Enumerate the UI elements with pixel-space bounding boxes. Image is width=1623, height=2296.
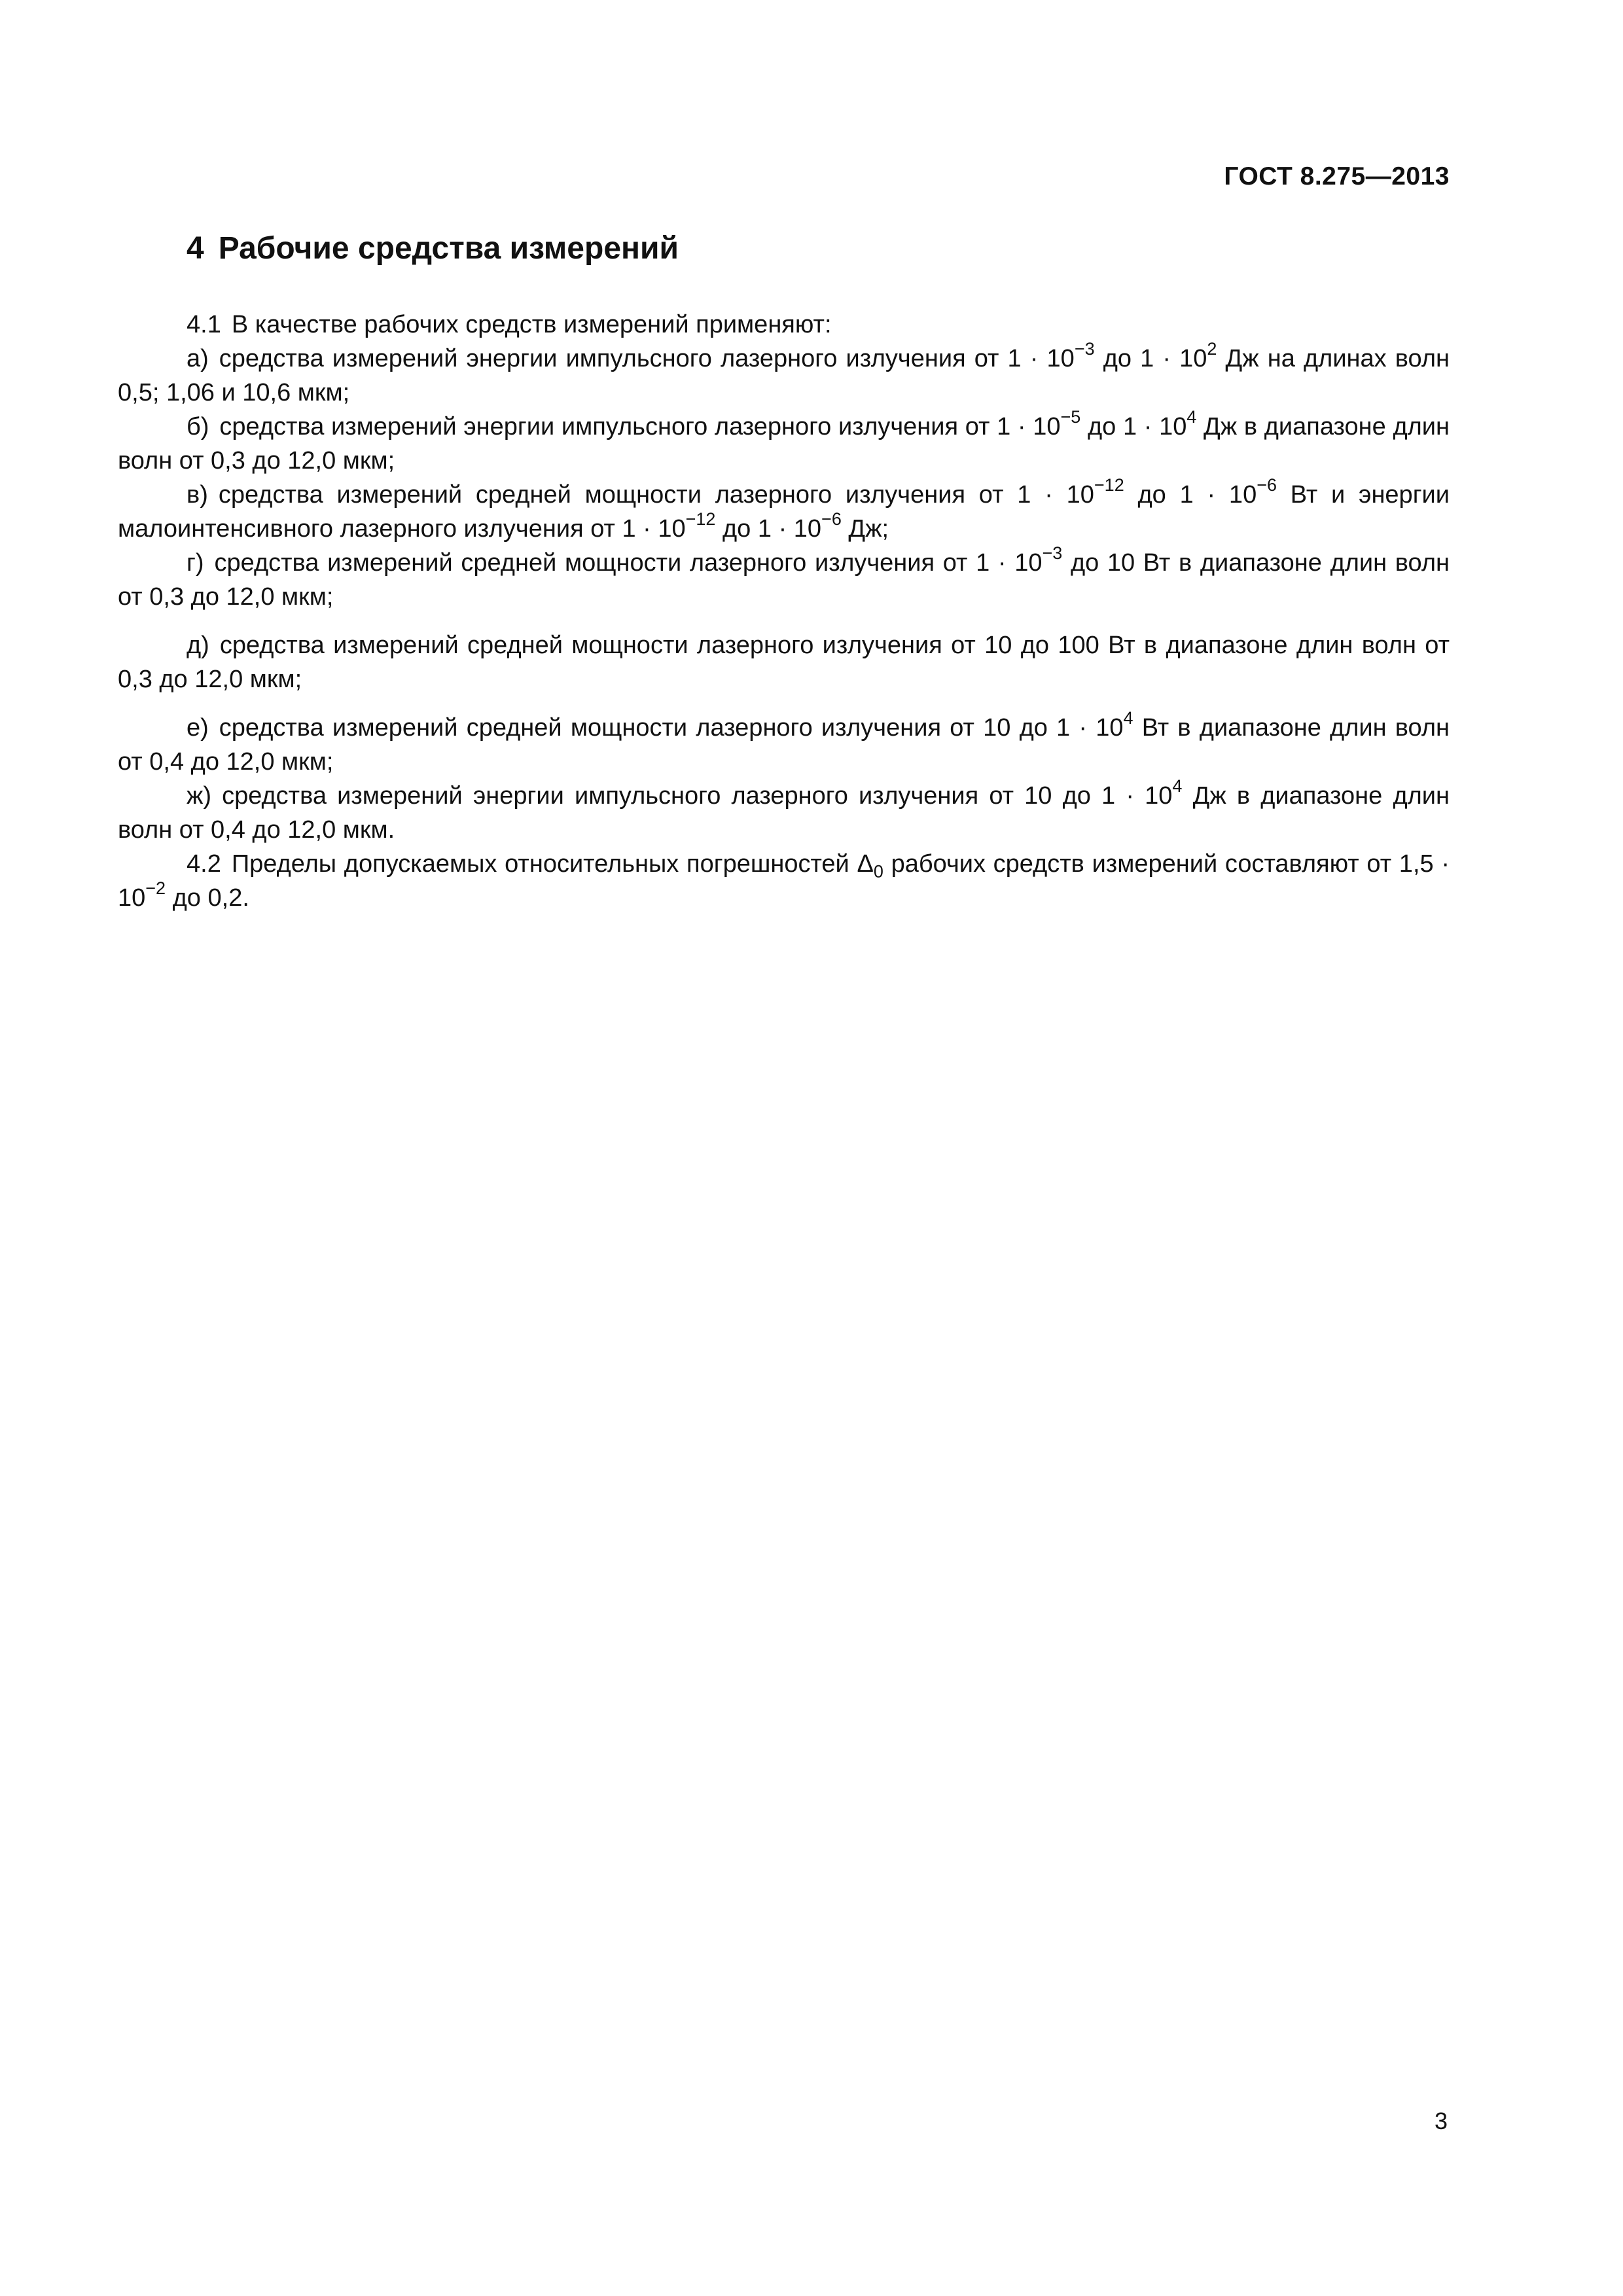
exponent: −2 [145, 878, 166, 899]
section-heading [187, 230, 679, 266]
text-run: средства измерений средней мощности лазерного излучения от 1 · 10 [214, 549, 1043, 577]
exponent: 2 [1207, 339, 1217, 359]
text-run: до 1 · 10 [1080, 413, 1187, 440]
paragraph-label: 4.2 [187, 850, 221, 878]
text-run: Вт в диапазоне длин волн от 0,4 до 12,0 мкм; [118, 714, 1450, 776]
exponent: 4 [1172, 776, 1183, 797]
text-run: средства измерений средней мощности лазерного излучения от 10 до 1 · 10 [219, 714, 1124, 742]
paragraph-label: в) [187, 481, 208, 509]
section-title-text: Рабочие средства измерений [218, 231, 679, 266]
exponent: −6 [821, 509, 842, 529]
text-run: В качестве рабочих средств измерений применяют: [231, 311, 832, 338]
exponent: −6 [1257, 475, 1277, 495]
section-body [118, 308, 1450, 915]
text-run: до 10 Вт в диапазоне длин волн от 0,3 до 12,0 мкм; [118, 549, 1450, 611]
text-run: до 0,2. [166, 884, 249, 912]
subscript: 0 [873, 861, 883, 882]
text-run: средства измерений энергии импульсного лазерного излучения от 1 · 10 [219, 413, 1061, 440]
page-number: 3 [1434, 2108, 1448, 2134]
exponent: −3 [1074, 339, 1095, 359]
text-run: до 1 · 10 [1124, 481, 1257, 509]
paragraph-label: е) [187, 714, 209, 742]
text-run: Вт и энергии малоинтенсивного лазерного излучения от 1 · 10 [118, 481, 1450, 543]
text-run: рабочих средств измерений составляют от 1,5 · 10 [118, 850, 1450, 912]
paragraph-4 [118, 543, 1450, 614]
exponent: 4 [1123, 708, 1133, 728]
paragraph-0 [118, 308, 1450, 342]
text-run: средства измерений средней мощности лазерного излучения от 1 · 10 [218, 481, 1094, 509]
paragraph-label: 4.1 [187, 311, 221, 338]
paragraph-label: д) [187, 632, 209, 659]
text-run: Дж в диапазоне длин волн от 0,4 до 12,0 мкм. [118, 782, 1450, 844]
text-run: Пределы допускаемых относительных погрешностей Δ [231, 850, 874, 878]
exponent: −12 [1094, 475, 1124, 495]
text-run: средства измерений средней мощности лазерного излучения от 10 до 100 Вт в диапазоне длин волн от 0,3 до 12,0 мкм; [118, 632, 1450, 693]
paragraph-label: г) [187, 549, 204, 577]
paragraph-5 [118, 628, 1450, 696]
document-code: ГОСТ 8.275—2013 [1224, 162, 1450, 190]
paragraph-2 [118, 407, 1450, 478]
paragraph-label: а) [187, 345, 209, 372]
text-run: средства измерений энергии импульсного лазерного излучения от 1 · 10 [219, 345, 1075, 372]
paragraph-3 [118, 475, 1450, 546]
text-run: до 1 · 10 [715, 515, 822, 543]
paragraph-7 [118, 776, 1450, 847]
text-run: до 1 · 10 [1094, 345, 1207, 372]
paragraph-label: ж) [187, 782, 212, 810]
exponent: −12 [685, 509, 716, 529]
text-run: Дж на длинах волн 0,5; 1,06 и 10,6 мкм; [118, 345, 1450, 406]
exponent: −5 [1060, 407, 1081, 427]
text-run: Дж в диапазоне длин волн от 0,3 до 12,0 мкм; [118, 413, 1450, 475]
exponent: 4 [1186, 407, 1197, 427]
text-run: Дж; [841, 515, 889, 543]
paragraph-8 [118, 847, 1450, 915]
paragraph-6 [118, 708, 1450, 779]
paragraph-label: б) [187, 413, 209, 440]
exponent: −3 [1042, 543, 1063, 564]
text-run: средства измерений энергии импульсного лазерного излучения от 10 до 1 · 10 [222, 782, 1173, 810]
section-number: 4 [187, 231, 204, 266]
paragraph-1 [118, 339, 1450, 410]
